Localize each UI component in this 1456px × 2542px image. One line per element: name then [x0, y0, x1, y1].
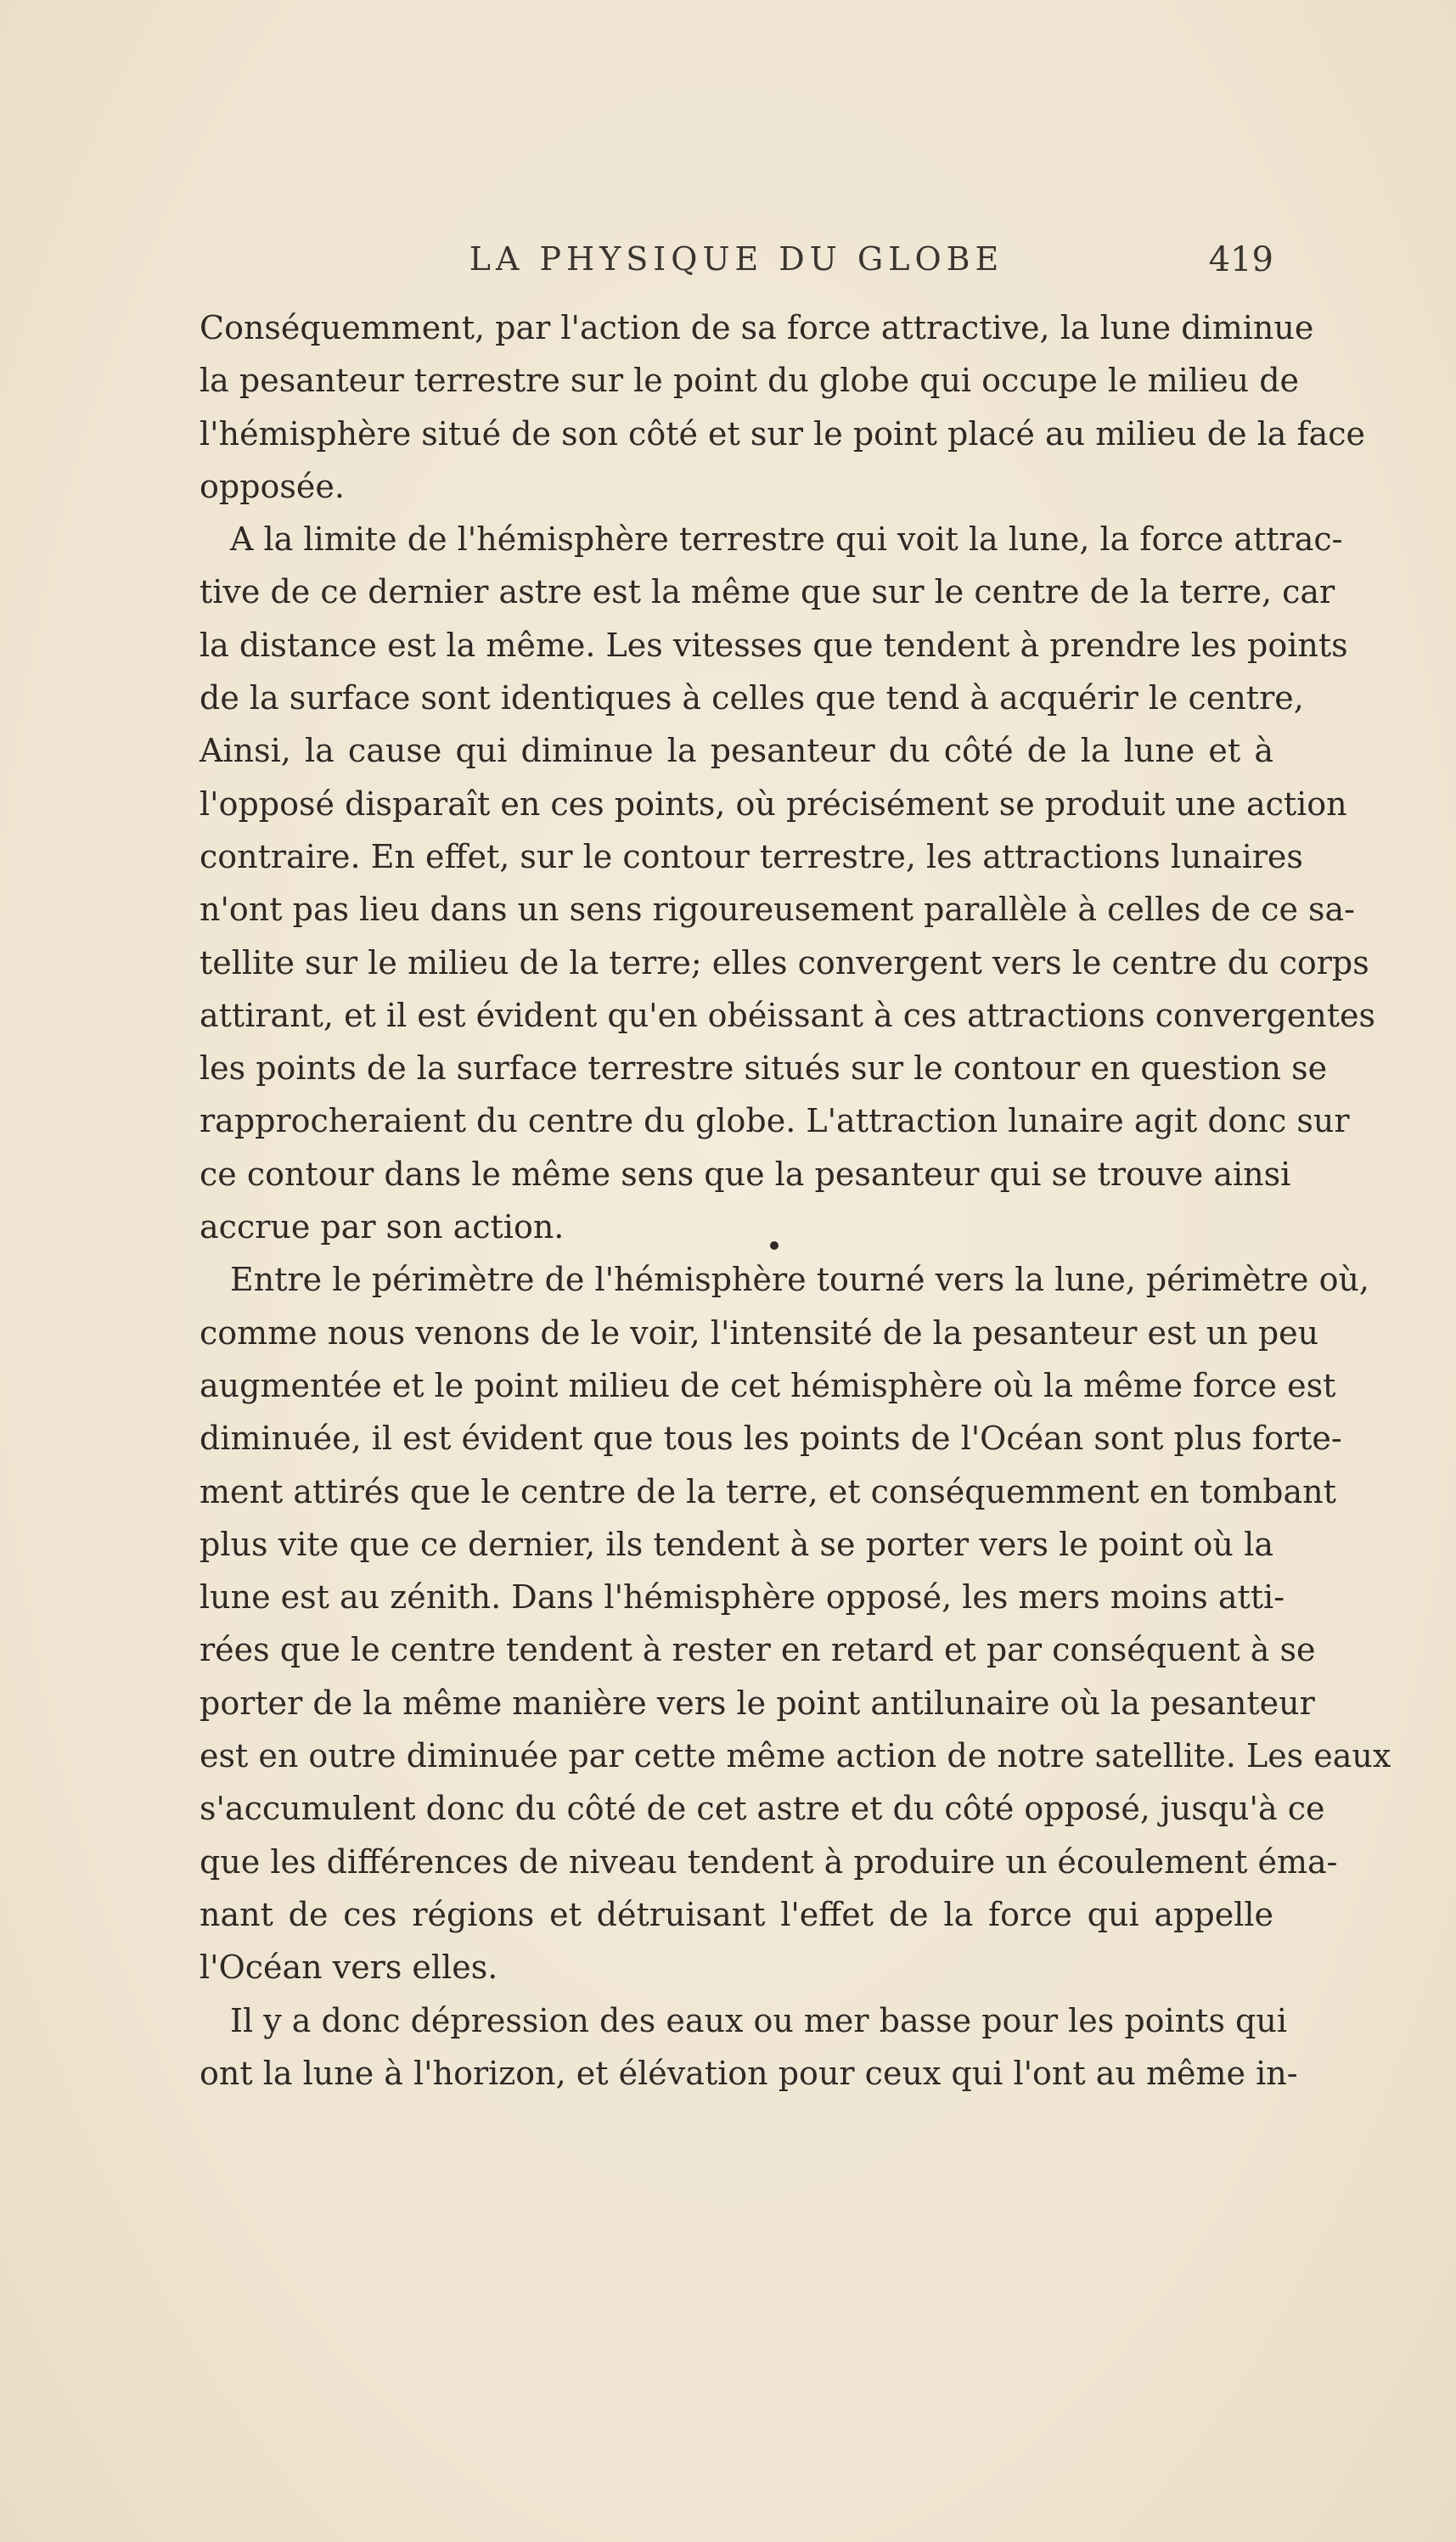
text-line: s'accumulent donc du côté de cet astre et du côté opposé, jusqu'à ce [200, 1790, 1325, 1828]
text-line: ont la lune à l'horizon, et élévation pour ceux qui l'ont au même in- [200, 2054, 1298, 2092]
text-line: n'ont pas lieu dans un sens rigoureusement parallèle à celles de ce sa- [200, 891, 1356, 929]
text-line: plus vite que ce dernier, ils tendent à se porter vers le point où la [200, 1525, 1273, 1563]
text-line: Ainsi, la cause qui diminue la pesanteur du côté de la lune et à [200, 732, 1273, 770]
text-line: rapprocheraient du centre du globe. L'attraction lunaire agit donc sur [200, 1102, 1350, 1140]
text-line: nant de ces régions et détruisant l'effet de la force qui appelle [200, 1895, 1273, 1933]
text-line: que les différences de niveau tendent à produire un écoulement éma- [200, 1842, 1338, 1881]
paragraph-start-line: Entre le périmètre de l'hémisphère tourné vers la lune, périmètre où, [230, 1261, 1370, 1299]
text-line: les points de la surface terrestre situés sur le contour en question se [200, 1049, 1328, 1088]
text-line: est en outre diminuée par cette même action de notre satellite. Les eaux [200, 1737, 1391, 1775]
body-text [200, 301, 1391, 2100]
text-line: Conséquemment, par l'action de sa force attractive, la lune diminue [200, 309, 1314, 346]
text-line: tive de ce dernier astre est la même que sur le centre de la terre, car [200, 573, 1335, 611]
paragraph-start-line: Il y a donc dépression des eaux ou mer basse pour les points qui [230, 2001, 1287, 2039]
page-header [200, 240, 1273, 283]
text-line: de la surface sont identiques à celles que tend à acquérir le centre, [200, 679, 1304, 717]
text-line: attirant, et il est évident qu'en obéissant à ces attractions convergentes [200, 996, 1376, 1034]
text-line: comme nous venons de le voir, l'intensité de la pesanteur est un peu [200, 1313, 1319, 1352]
text-line: ce contour dans le même sens que la pesanteur qui se trouve ainsi [200, 1155, 1291, 1193]
text-line: tellite sur le milieu de la terre; elles convergent vers le centre du corps [200, 943, 1369, 981]
text-line: opposée. [200, 467, 345, 505]
text-line: accrue par son action. [200, 1208, 565, 1246]
text-line: augmentée et le point milieu de cet hémisphère où la même force est [200, 1366, 1336, 1404]
text-line: diminuée, il est évident que tous les points de l'Océan sont plus forte- [200, 1420, 1342, 1458]
text-line: l'Océan vers elles. [200, 1949, 498, 1987]
text-line: porter de la même manière vers le point antilunaire où la pesanteur [200, 1684, 1315, 1722]
text-line: l'opposé disparaît en ces points, où précisément se produit une action [200, 785, 1347, 823]
page-number: 419 [1208, 240, 1273, 279]
text-line: ment attirés que le centre de la terre, et conséquemment en tombant [200, 1472, 1336, 1510]
text-line: l'hémisphère situé de son côté et sur le point placé au milieu de la face [200, 414, 1366, 453]
text-line: la pesanteur terrestre sur le point du globe qui occupe le milieu de [200, 362, 1300, 400]
running-title: LA PHYSIQUE DU GLOBE [469, 240, 1004, 278]
paragraph-start-line: A la limite de l'hémisphère terrestre qui voit la lune, la force attrac- [230, 520, 1343, 559]
text-line: contraire. En effet, sur le contour terrestre, les attractions lunaires [200, 837, 1303, 875]
text-line: lune est au zénith. Dans l'hémisphère opposé, les mers moins atti- [200, 1578, 1285, 1617]
text-line: rées que le centre tendent à rester en retard et par conséquent à se [200, 1631, 1316, 1669]
ink-spot [770, 1241, 779, 1250]
text-line: la distance est la même. Les vitesses que tendent à prendre les points [200, 626, 1348, 664]
